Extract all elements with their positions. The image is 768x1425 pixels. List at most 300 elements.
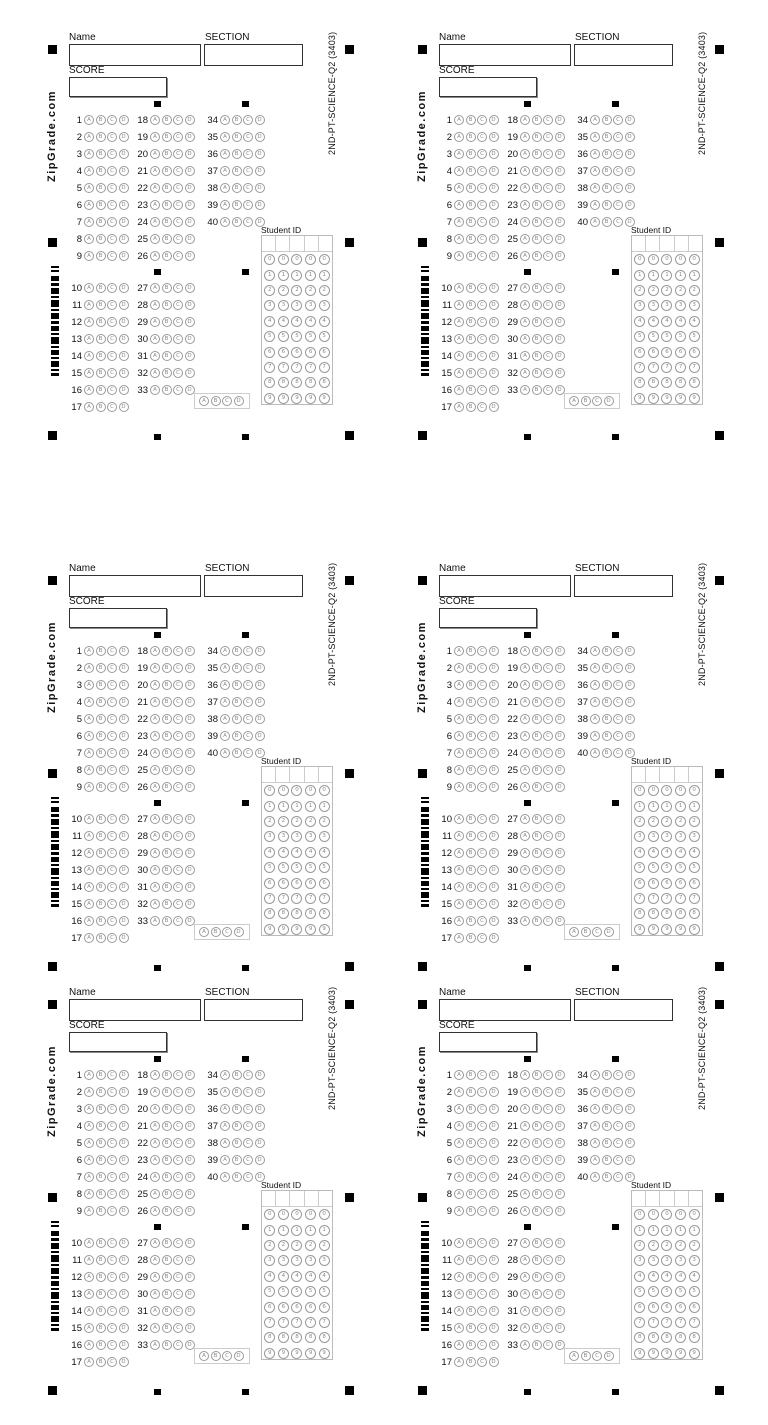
answer-bubble[interactable]: B [96, 765, 106, 775]
answer-bubble[interactable]: B [96, 814, 106, 824]
answer-bubble[interactable]: B [232, 166, 242, 176]
answer-bubble[interactable]: C [222, 1351, 232, 1361]
answer-bubble[interactable]: B [532, 765, 542, 775]
answer-bubble[interactable]: A [520, 183, 530, 193]
answer-bubble[interactable]: D [489, 183, 499, 193]
answer-bubble[interactable]: B [466, 731, 476, 741]
answer-bubble[interactable]: D [555, 916, 565, 926]
answer-bubble[interactable]: C [173, 646, 183, 656]
answer-bubble[interactable]: A [150, 1255, 160, 1265]
answer-bubble[interactable]: A [150, 748, 160, 758]
answer-bubble[interactable]: D [185, 132, 195, 142]
student-id-bubble[interactable]: 6 [689, 347, 700, 358]
answer-bubble[interactable]: A [520, 848, 530, 858]
answer-bubble[interactable]: B [532, 882, 542, 892]
answer-bubble[interactable]: C [107, 748, 117, 758]
student-id-cell[interactable] [660, 767, 674, 782]
answer-bubble[interactable]: A [454, 300, 464, 310]
answer-bubble[interactable]: C [613, 132, 623, 142]
answer-bubble[interactable]: C [477, 646, 487, 656]
student-id-bubble[interactable]: 5 [648, 331, 659, 342]
answer-bubble[interactable]: A [84, 368, 94, 378]
answer-bubble[interactable]: D [185, 697, 195, 707]
answer-bubble[interactable]: C [543, 916, 553, 926]
student-id-bubble[interactable]: 1 [305, 801, 316, 812]
answer-bubble[interactable]: B [532, 814, 542, 824]
answer-bubble[interactable]: C [107, 714, 117, 724]
student-id-bubble[interactable]: 2 [648, 1240, 659, 1251]
answer-bubble[interactable]: D [489, 1206, 499, 1216]
student-id-bubble[interactable]: 2 [634, 285, 645, 296]
answer-bubble[interactable]: C [477, 1306, 487, 1316]
student-id-bubble[interactable]: 3 [291, 300, 302, 311]
answer-bubble[interactable]: D [119, 334, 129, 344]
answer-bubble[interactable]: B [162, 1306, 172, 1316]
answer-bubble[interactable]: D [255, 1121, 265, 1131]
answer-bubble[interactable]: D [255, 748, 265, 758]
student-id-bubble[interactable]: 5 [305, 862, 316, 873]
answer-bubble[interactable]: D [489, 680, 499, 690]
answer-bubble[interactable]: C [173, 183, 183, 193]
student-id-bubble[interactable]: 8 [291, 1332, 302, 1343]
student-id-bubble[interactable]: 6 [319, 1302, 330, 1313]
answer-bubble[interactable]: A [590, 748, 600, 758]
answer-bubble[interactable]: A [150, 714, 160, 724]
answer-bubble[interactable]: B [162, 1087, 172, 1097]
answer-bubble[interactable]: B [162, 300, 172, 310]
student-id-bubble[interactable]: 7 [689, 893, 700, 904]
answer-bubble[interactable]: C [543, 183, 553, 193]
answer-bubble[interactable]: D [119, 1306, 129, 1316]
answer-bubble[interactable]: C [107, 368, 117, 378]
answer-bubble[interactable]: A [84, 385, 94, 395]
answer-bubble[interactable]: D [555, 831, 565, 841]
answer-bubble[interactable]: C [243, 166, 253, 176]
answer-bubble[interactable]: C [243, 1104, 253, 1114]
answer-bubble[interactable]: C [107, 234, 117, 244]
student-id-bubble[interactable]: 3 [648, 831, 659, 842]
answer-bubble[interactable]: C [477, 166, 487, 176]
answer-bubble[interactable]: A [590, 731, 600, 741]
answer-bubble[interactable]: C [107, 765, 117, 775]
answer-bubble[interactable]: D [625, 646, 635, 656]
answer-bubble[interactable]: D [255, 183, 265, 193]
answer-bubble[interactable]: A [454, 933, 464, 943]
answer-bubble[interactable]: C [477, 1104, 487, 1114]
answer-bubble[interactable]: B [466, 385, 476, 395]
answer-bubble[interactable]: D [119, 731, 129, 741]
answer-bubble[interactable]: B [466, 1155, 476, 1165]
answer-bubble[interactable]: A [220, 1070, 230, 1080]
answer-bubble[interactable]: B [232, 1138, 242, 1148]
student-id-bubble[interactable]: 5 [319, 862, 330, 873]
answer-bubble[interactable]: C [543, 1272, 553, 1282]
student-id-bubble[interactable]: 0 [661, 254, 672, 265]
answer-bubble[interactable]: B [532, 782, 542, 792]
answer-bubble[interactable]: D [625, 1172, 635, 1182]
answer-bubble[interactable]: D [185, 731, 195, 741]
answer-bubble[interactable]: B [162, 1070, 172, 1080]
student-id-bubble[interactable]: 8 [648, 1332, 659, 1343]
student-id-bubble[interactable]: 3 [689, 831, 700, 842]
answer-bubble[interactable]: A [590, 132, 600, 142]
answer-bubble[interactable]: A [520, 317, 530, 327]
student-id-cell[interactable] [632, 1191, 646, 1206]
answer-bubble[interactable]: B [532, 1189, 542, 1199]
student-id-bubble[interactable]: 6 [291, 1302, 302, 1313]
answer-bubble[interactable]: A [150, 317, 160, 327]
answer-bubble[interactable]: D [185, 1289, 195, 1299]
answer-bubble[interactable]: C [173, 1138, 183, 1148]
answer-bubble[interactable]: C [477, 782, 487, 792]
answer-bubble[interactable]: C [107, 132, 117, 142]
answer-bubble[interactable]: B [532, 300, 542, 310]
student-id-bubble[interactable]: 4 [648, 847, 659, 858]
student-id-bubble[interactable]: 9 [648, 1348, 659, 1359]
answer-bubble[interactable]: B [162, 183, 172, 193]
answer-bubble[interactable]: A [150, 1323, 160, 1333]
answer-bubble[interactable]: C [477, 831, 487, 841]
answer-bubble[interactable]: B [466, 200, 476, 210]
answer-bubble[interactable]: A [520, 865, 530, 875]
answer-bubble[interactable]: C [477, 1289, 487, 1299]
student-id-cell[interactable] [632, 767, 646, 782]
answer-bubble[interactable]: C [243, 132, 253, 142]
answer-bubble[interactable]: D [555, 1255, 565, 1265]
answer-bubble[interactable]: C [107, 814, 117, 824]
student-id-bubble[interactable]: 3 [675, 1255, 686, 1266]
answer-bubble[interactable]: C [243, 149, 253, 159]
student-id-bubble[interactable]: 1 [278, 801, 289, 812]
answer-bubble[interactable]: B [532, 1155, 542, 1165]
answer-bubble[interactable]: A [150, 200, 160, 210]
answer-bubble[interactable]: B [232, 646, 242, 656]
answer-bubble[interactable]: D [119, 1172, 129, 1182]
answer-bubble[interactable]: D [185, 831, 195, 841]
answer-bubble[interactable]: C [243, 200, 253, 210]
answer-bubble[interactable]: D [255, 663, 265, 673]
answer-bubble[interactable]: D [489, 882, 499, 892]
answer-bubble[interactable]: D [489, 1238, 499, 1248]
answer-bubble[interactable]: D [255, 149, 265, 159]
student-id-bubble[interactable]: 9 [291, 924, 302, 935]
answer-bubble[interactable]: D [185, 646, 195, 656]
student-id-bubble[interactable]: 7 [319, 893, 330, 904]
answer-bubble[interactable]: B [602, 680, 612, 690]
answer-bubble[interactable]: C [173, 1104, 183, 1114]
answer-bubble[interactable]: B [96, 865, 106, 875]
student-id-bubble[interactable]: 0 [648, 254, 659, 265]
answer-bubble[interactable]: A [454, 1272, 464, 1282]
answer-bubble[interactable]: A [520, 1306, 530, 1316]
answer-bubble[interactable]: A [220, 714, 230, 724]
answer-bubble[interactable]: B [162, 765, 172, 775]
answer-bubble[interactable]: B [466, 300, 476, 310]
answer-bubble[interactable]: C [243, 697, 253, 707]
student-id-bubble[interactable]: 6 [675, 1302, 686, 1313]
answer-bubble[interactable]: A [150, 334, 160, 344]
answer-bubble[interactable]: A [520, 368, 530, 378]
answer-bubble[interactable]: D [604, 396, 614, 406]
answer-bubble[interactable]: B [532, 1272, 542, 1282]
answer-bubble[interactable]: A [569, 1351, 579, 1361]
answer-bubble[interactable]: C [543, 814, 553, 824]
answer-bubble[interactable]: A [520, 1289, 530, 1299]
answer-bubble[interactable]: A [199, 396, 209, 406]
student-id-bubble[interactable]: 7 [291, 1317, 302, 1328]
answer-bubble[interactable]: B [532, 1121, 542, 1131]
student-id-bubble[interactable]: 0 [305, 254, 316, 265]
answer-bubble[interactable]: C [107, 782, 117, 792]
student-id-bubble[interactable]: 4 [661, 1271, 672, 1282]
answer-bubble[interactable]: C [543, 714, 553, 724]
answer-bubble[interactable]: D [625, 714, 635, 724]
student-id-bubble[interactable]: 4 [278, 1271, 289, 1282]
answer-bubble[interactable]: A [454, 1357, 464, 1367]
student-id-bubble[interactable]: 8 [264, 1332, 275, 1343]
answer-bubble[interactable]: C [243, 183, 253, 193]
answer-bubble[interactable]: A [220, 166, 230, 176]
answer-bubble[interactable]: D [555, 765, 565, 775]
answer-bubble[interactable]: A [590, 149, 600, 159]
answer-bubble[interactable]: B [162, 1255, 172, 1265]
answer-bubble[interactable]: C [107, 731, 117, 741]
answer-bubble[interactable]: D [625, 1155, 635, 1165]
answer-bubble[interactable]: A [150, 1070, 160, 1080]
answer-bubble[interactable]: A [454, 1189, 464, 1199]
answer-bubble[interactable]: A [454, 1306, 464, 1316]
answer-bubble[interactable]: C [477, 848, 487, 858]
student-id-bubble[interactable]: 2 [675, 285, 686, 296]
answer-bubble[interactable]: C [107, 217, 117, 227]
student-id-bubble[interactable]: 7 [319, 362, 330, 373]
answer-bubble[interactable]: C [173, 697, 183, 707]
student-id-bubble[interactable]: 1 [634, 801, 645, 812]
answer-bubble[interactable]: D [555, 646, 565, 656]
answer-bubble[interactable]: A [454, 1289, 464, 1299]
answer-bubble[interactable]: B [232, 115, 242, 125]
answer-bubble[interactable]: C [613, 183, 623, 193]
answer-bubble[interactable]: A [150, 1238, 160, 1248]
answer-bubble[interactable]: D [255, 646, 265, 656]
answer-bubble[interactable]: B [232, 200, 242, 210]
answer-bubble[interactable]: B [466, 697, 476, 707]
answer-bubble[interactable]: C [543, 166, 553, 176]
student-id-bubble[interactable]: 2 [305, 285, 316, 296]
name-field[interactable] [439, 999, 571, 1021]
answer-bubble[interactable]: D [185, 251, 195, 261]
answer-bubble[interactable]: D [555, 748, 565, 758]
answer-bubble[interactable]: D [119, 1121, 129, 1131]
student-id-bubble[interactable]: 5 [634, 1286, 645, 1297]
answer-bubble[interactable]: B [532, 132, 542, 142]
answer-bubble[interactable]: B [162, 899, 172, 909]
name-field[interactable] [69, 44, 201, 66]
student-id-bubble[interactable]: 1 [634, 1225, 645, 1236]
answer-bubble[interactable]: D [185, 782, 195, 792]
student-id-bubble[interactable]: 9 [689, 924, 700, 935]
student-id-bubble[interactable]: 0 [264, 1209, 275, 1220]
student-id-bubble[interactable]: 7 [634, 362, 645, 373]
answer-bubble[interactable]: D [119, 300, 129, 310]
answer-bubble[interactable]: D [489, 1272, 499, 1282]
student-id-bubble[interactable]: 1 [675, 270, 686, 281]
answer-bubble[interactable]: C [543, 115, 553, 125]
answer-bubble[interactable]: C [543, 317, 553, 327]
answer-bubble[interactable]: D [185, 1255, 195, 1265]
answer-bubble[interactable]: A [520, 663, 530, 673]
answer-bubble[interactable]: B [466, 217, 476, 227]
answer-bubble[interactable]: D [555, 1172, 565, 1182]
answer-bubble[interactable]: D [625, 149, 635, 159]
answer-bubble[interactable]: D [555, 300, 565, 310]
answer-bubble[interactable]: C [543, 731, 553, 741]
answer-bubble[interactable]: D [489, 1340, 499, 1350]
answer-bubble[interactable]: C [543, 234, 553, 244]
answer-bubble[interactable]: A [84, 865, 94, 875]
answer-bubble[interactable]: D [255, 200, 265, 210]
student-id-bubble[interactable]: 0 [634, 1209, 645, 1220]
answer-bubble[interactable]: D [489, 899, 499, 909]
answer-bubble[interactable]: B [96, 831, 106, 841]
student-id-bubble[interactable]: 2 [689, 816, 700, 827]
answer-bubble[interactable]: C [107, 933, 117, 943]
student-id-bubble[interactable]: 3 [305, 831, 316, 842]
answer-bubble[interactable]: B [602, 1172, 612, 1182]
student-id-bubble[interactable]: 4 [264, 316, 275, 327]
answer-bubble[interactable]: D [489, 865, 499, 875]
student-id-bubble[interactable]: 9 [278, 393, 289, 404]
answer-bubble[interactable]: B [96, 1172, 106, 1182]
score-field[interactable] [439, 1032, 537, 1052]
student-id-bubble[interactable]: 9 [319, 924, 330, 935]
student-id-cell[interactable] [675, 236, 689, 251]
answer-bubble[interactable]: B [162, 132, 172, 142]
answer-bubble[interactable]: D [489, 1070, 499, 1080]
student-id-bubble[interactable]: 0 [675, 1209, 686, 1220]
student-id-bubble[interactable]: 1 [319, 1225, 330, 1236]
answer-bubble[interactable]: C [107, 831, 117, 841]
answer-bubble[interactable]: C [222, 927, 232, 937]
answer-bubble[interactable]: A [84, 1138, 94, 1148]
answer-bubble[interactable]: B [532, 1172, 542, 1182]
answer-bubble[interactable]: B [532, 848, 542, 858]
answer-bubble[interactable]: D [489, 663, 499, 673]
answer-bubble[interactable]: B [466, 646, 476, 656]
student-id-bubble[interactable]: 7 [291, 893, 302, 904]
answer-bubble[interactable]: C [477, 317, 487, 327]
answer-bubble[interactable]: A [454, 402, 464, 412]
answer-bubble[interactable]: B [602, 1070, 612, 1080]
answer-bubble[interactable]: A [520, 1238, 530, 1248]
answer-bubble[interactable]: D [555, 1087, 565, 1097]
answer-bubble[interactable]: D [555, 1306, 565, 1316]
student-id-bubble[interactable]: 3 [689, 1255, 700, 1266]
answer-bubble[interactable]: C [107, 149, 117, 159]
answer-bubble[interactable]: B [96, 1104, 106, 1114]
answer-bubble[interactable]: B [466, 1289, 476, 1299]
student-id-bubble[interactable]: 4 [305, 316, 316, 327]
answer-bubble[interactable]: D [119, 663, 129, 673]
answer-bubble[interactable]: D [555, 385, 565, 395]
student-id-cell[interactable] [660, 1191, 674, 1206]
answer-bubble[interactable]: C [107, 916, 117, 926]
score-field[interactable] [439, 77, 537, 97]
name-field[interactable] [69, 575, 201, 597]
student-id-bubble[interactable]: 7 [661, 893, 672, 904]
answer-bubble[interactable]: A [150, 234, 160, 244]
student-id-bubble[interactable]: 1 [661, 1225, 672, 1236]
answer-bubble[interactable]: B [602, 663, 612, 673]
answer-bubble[interactable]: B [162, 1206, 172, 1216]
answer-bubble[interactable]: C [543, 351, 553, 361]
answer-bubble[interactable]: B [532, 1238, 542, 1248]
student-id-bubble[interactable]: 0 [675, 785, 686, 796]
answer-bubble[interactable]: D [119, 183, 129, 193]
student-id-bubble[interactable]: 4 [675, 847, 686, 858]
answer-bubble[interactable]: D [255, 1104, 265, 1114]
answer-bubble[interactable]: D [119, 933, 129, 943]
answer-bubble[interactable]: B [466, 680, 476, 690]
answer-bubble[interactable]: B [466, 1189, 476, 1199]
student-id-cell[interactable] [675, 1191, 689, 1206]
answer-bubble[interactable]: D [255, 731, 265, 741]
answer-bubble[interactable]: A [84, 200, 94, 210]
answer-bubble[interactable]: C [543, 334, 553, 344]
student-id-bubble[interactable]: 8 [675, 1332, 686, 1343]
answer-bubble[interactable]: B [602, 200, 612, 210]
student-id-bubble[interactable]: 5 [305, 331, 316, 342]
answer-bubble[interactable]: D [119, 697, 129, 707]
answer-bubble[interactable]: B [532, 1255, 542, 1265]
answer-bubble[interactable]: A [590, 714, 600, 724]
answer-bubble[interactable]: D [489, 402, 499, 412]
answer-bubble[interactable]: C [173, 351, 183, 361]
answer-bubble[interactable]: B [602, 217, 612, 227]
answer-bubble[interactable]: C [477, 748, 487, 758]
answer-bubble[interactable]: A [454, 166, 464, 176]
student-id-bubble[interactable]: 4 [648, 316, 659, 327]
student-id-bubble[interactable]: 3 [675, 831, 686, 842]
answer-bubble[interactable]: C [107, 385, 117, 395]
answer-bubble[interactable]: C [173, 132, 183, 142]
student-id-bubble[interactable]: 8 [305, 1332, 316, 1343]
answer-bubble[interactable]: A [150, 217, 160, 227]
answer-bubble[interactable]: D [489, 933, 499, 943]
student-id-bubble[interactable]: 2 [278, 816, 289, 827]
student-id-bubble[interactable]: 6 [278, 878, 289, 889]
student-id-bubble[interactable]: 6 [305, 878, 316, 889]
answer-bubble[interactable]: D [555, 334, 565, 344]
student-id-bubble[interactable]: 5 [305, 1286, 316, 1297]
answer-bubble[interactable]: C [173, 1255, 183, 1265]
answer-bubble[interactable]: C [543, 1206, 553, 1216]
answer-bubble[interactable]: B [96, 317, 106, 327]
answer-bubble[interactable]: C [107, 1238, 117, 1248]
answer-bubble[interactable]: B [602, 697, 612, 707]
answer-bubble[interactable]: B [96, 1340, 106, 1350]
answer-bubble[interactable]: C [477, 1206, 487, 1216]
answer-bubble[interactable]: D [489, 217, 499, 227]
answer-bubble[interactable]: D [185, 882, 195, 892]
answer-bubble[interactable]: A [520, 351, 530, 361]
answer-bubble[interactable]: D [489, 916, 499, 926]
student-id-bubble[interactable]: 8 [264, 908, 275, 919]
answer-bubble[interactable]: A [84, 1238, 94, 1248]
answer-bubble[interactable]: C [107, 882, 117, 892]
student-id-bubble[interactable]: 4 [278, 847, 289, 858]
answer-bubble[interactable]: B [466, 368, 476, 378]
